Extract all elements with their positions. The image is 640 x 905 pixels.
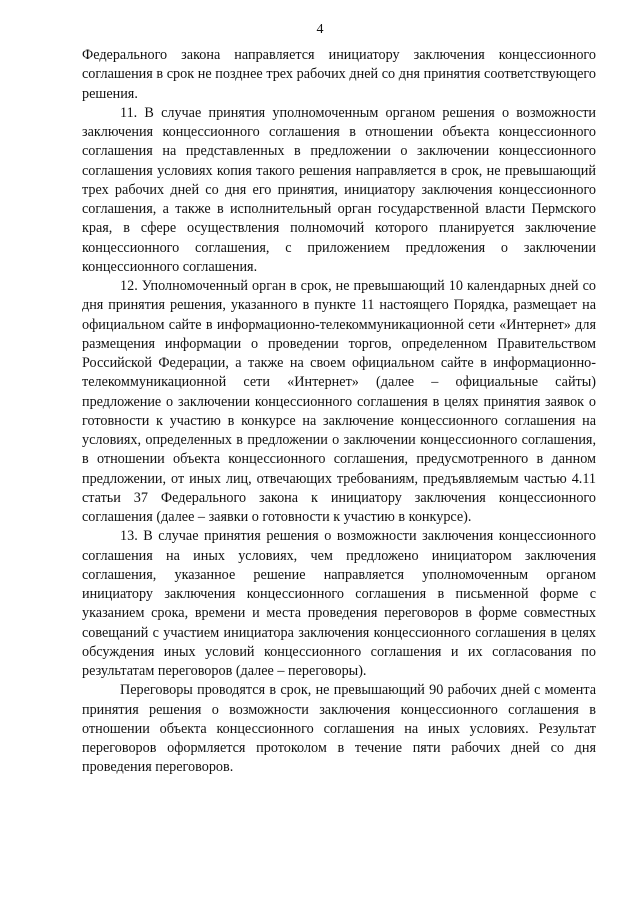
paragraph-item-12: 12. Уполномоченный орган в срок, не превышающий 10 календарных дней со дня принятия решения, указанного в пункте 11 настоящего Порядка, размещает на официальном сайте в информационно-телекоммуникационной сети «Интернет» для размещения информации о проведении торгов, определенном Правительством Российской Федерации, а также на своем официальном сайте в информационно-телекоммуникационной сети «Интернет» (далее – официальные сайты) предложение о заключении концессионного соглашения в целях принятия заявок о готовности к участию в конкурсе на заключение концессионного соглашения на условиях, определенных в предложении о заключении концессионного соглашения, в отношении объекта концессионного соглашения, предусмотренного в данном предложении, от иных лиц, отвечающих требованиям, предъявляемым частью 4.11 статьи 37 Федерального закона к инициатору заключения концессионного соглашения (далее – заявки о готовности к участию в конкурсе). [82,278,596,525]
page-number: 4 [316,22,324,37]
paragraph-negotiations: Переговоры проводятся в срок, не превышающий 90 рабочих дней с момента принятия решения о возможности заключения концессионного соглашения в отношении объекта концессионного соглашения на иных условиях. Результат переговоров оформляется протоколом в течение пяти рабочих дней со дня проведения переговоров. [82,682,596,776]
paragraph-continuation: Федерального закона направляется инициатору заключения концессионного соглашения в срок не позднее трех рабочих дней со дня принятия соответствующего решения. [82,47,596,102]
document-body [82,46,596,778]
paragraph-item-11: 11. В случае принятия уполномоченным органом решения о возможности заключения концессионного соглашения в отношении объекта концессионного соглашения на представленных в предложении о заключении концессионного соглашения условиях копия такого решения направляется в срок, не превышающий трех рабочих дней со дня его принятия, инициатору заключения концессионного соглашения, а также в исполнительный орган государственной власти Пермского края, в сфере осуществления полномочий которого планируется заключение концессионного соглашения, с приложением предложения о заключении концессионного соглашения. [82,104,596,275]
paragraph-item-13: 13. В случае принятия решения о возможности заключения концессионного соглашения на иных условиях, чем предложено инициатором заключения соглашения, указанное решение направляется уполномоченным органом инициатору заключения концессионного соглашения в письменной форме с указанием срока, времени и места проведения переговоров в форме совместных совещаний с участием инициатора заключения концессионного соглашения в целях обсуждения иных условий концессионного соглашения и их согласования по результатам переговоров (далее – переговоры). [82,528,596,679]
